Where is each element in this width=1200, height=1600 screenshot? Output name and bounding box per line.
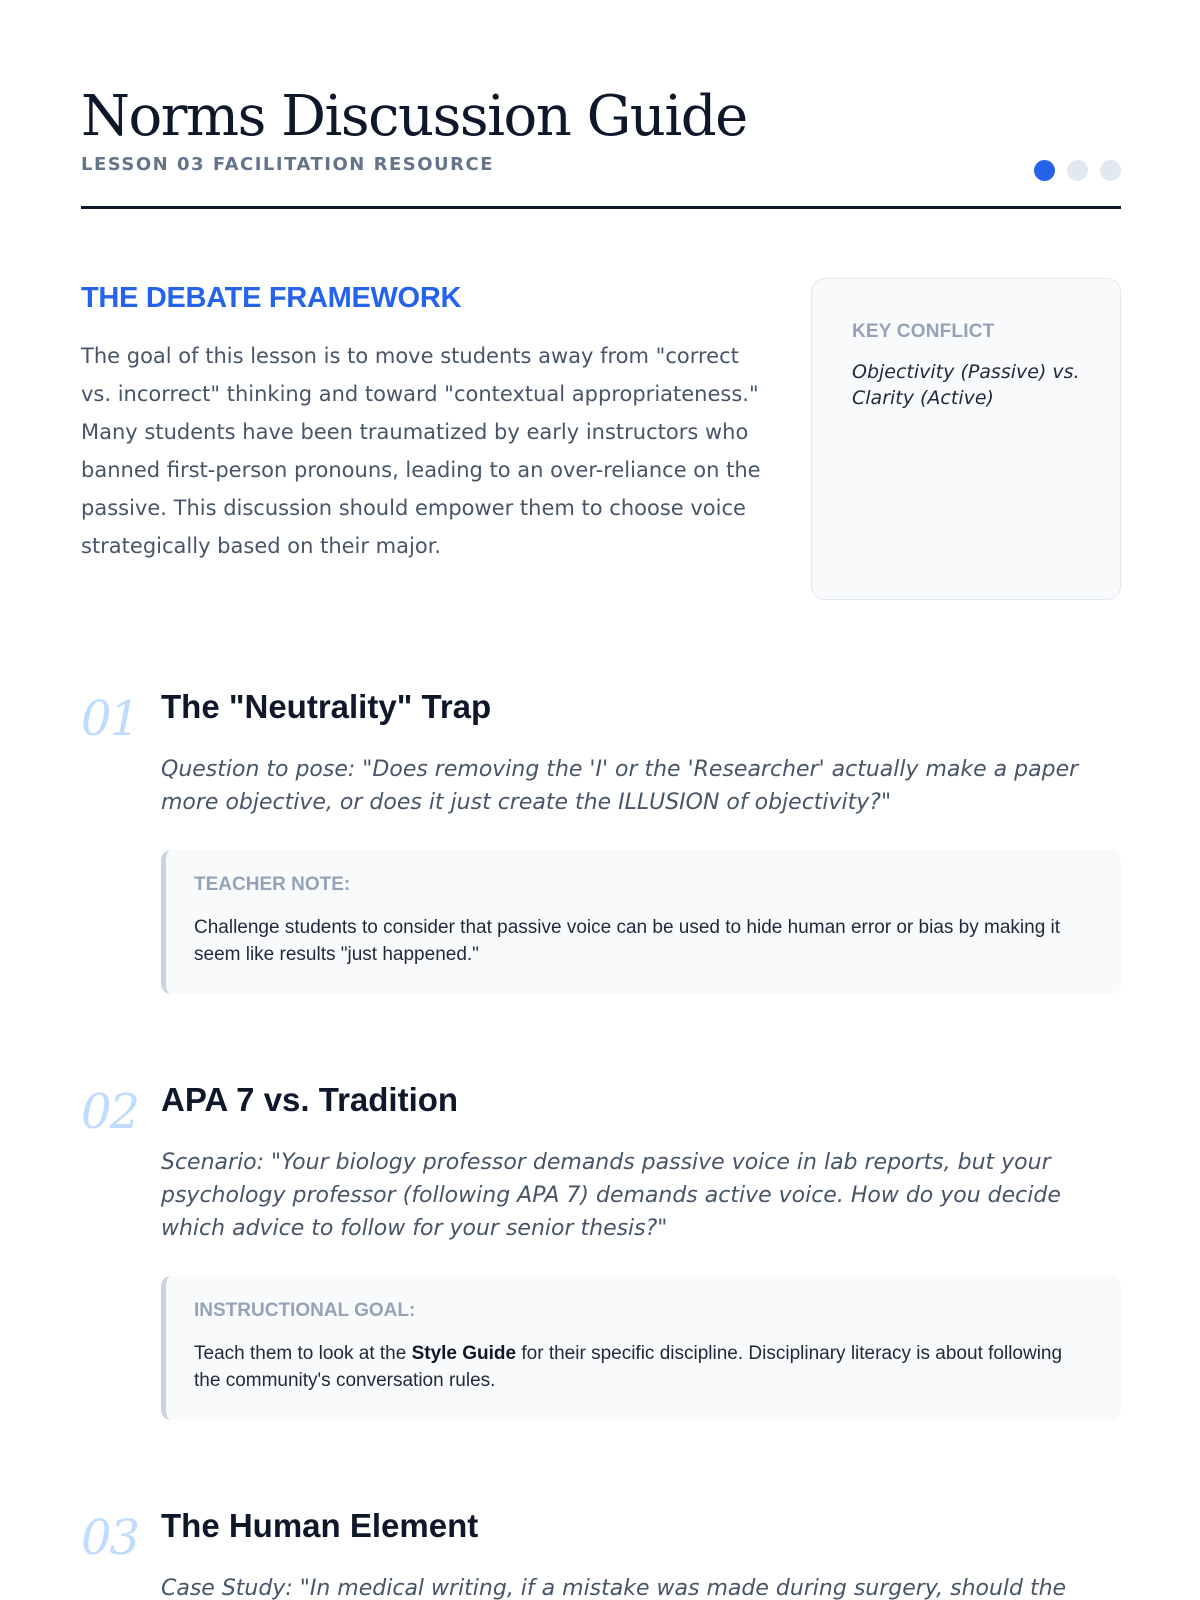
key-conflict-text: Objectivity (Passive) vs. Clarity (Active): [852, 361, 1080, 409]
section-title: APA 7 vs. Tradition: [161, 1081, 459, 1118]
section-title: The "Neutrality" Trap: [161, 688, 492, 725]
note-text: [194, 1340, 1093, 1394]
note-label: TEACHER NOTE:: [194, 874, 351, 895]
framework-body: The goal of this lesson is to move students away from "correct vs. incorrect" thinking and toward "contextual appropriateness." Many students have been traumatized by early instructors who banned first-person pronouns, leading to an over-reliance on the passive. This discussion should empower them to choose voice strategically based on their major.: [81, 344, 761, 558]
section-title: The Human Element: [161, 1507, 479, 1544]
page-title: Norms Discussion Guide: [81, 84, 747, 149]
header-divider: [81, 206, 1121, 209]
key-conflict-card: [811, 278, 1121, 600]
framework-heading: THE DEBATE FRAMEWORK: [81, 282, 462, 314]
note-label: INSTRUCTIONAL GOAL:: [194, 1300, 416, 1321]
page-dot-3[interactable]: [1100, 160, 1121, 181]
note-text-emphasis: Style Guide: [411, 1343, 517, 1364]
note-text: Challenge students to consider that passive voice can be used to hide human error or bias by making it seem like results "just happened.": [194, 917, 1061, 965]
page-subtitle: LESSON 03 FACILITATION RESOURCE: [81, 154, 494, 175]
page: [81, 0, 1121, 1600]
page-header: [81, 80, 1121, 210]
page-dot-1[interactable]: [1034, 160, 1055, 181]
section-question: Scenario: "Your biology professor demands passive voice in lab reports, but your psychology professor (following APA 7) demands active voice. How do you decide which advice to follow for your senior thesis?": [161, 1150, 1061, 1241]
page-dot-2[interactable]: [1067, 160, 1088, 181]
section-number: 03: [81, 1510, 139, 1566]
section-number: 01: [81, 691, 139, 747]
teacher-note-box: [161, 850, 1121, 994]
page-indicator: [1034, 160, 1121, 181]
instructional-goal-box: [161, 1276, 1121, 1420]
note-text-end: for their specific discipline. Disciplinary literacy is about following the community's conversation rules.: [194, 1343, 1063, 1391]
section-question: Question to pose: "Does removing the 'I' or the 'Researcher' actually make a paper more objective, or does it just create the ILLUSION of objectivity?": [161, 757, 1079, 815]
section-number: 02: [81, 1084, 139, 1140]
note-text-start: Teach them to look at the: [194, 1343, 412, 1364]
key-conflict-label: KEY CONFLICT: [852, 321, 995, 342]
section-question: Case Study: "In medical writing, if a mistake was made during surgery, should the: [161, 1576, 1067, 1600]
